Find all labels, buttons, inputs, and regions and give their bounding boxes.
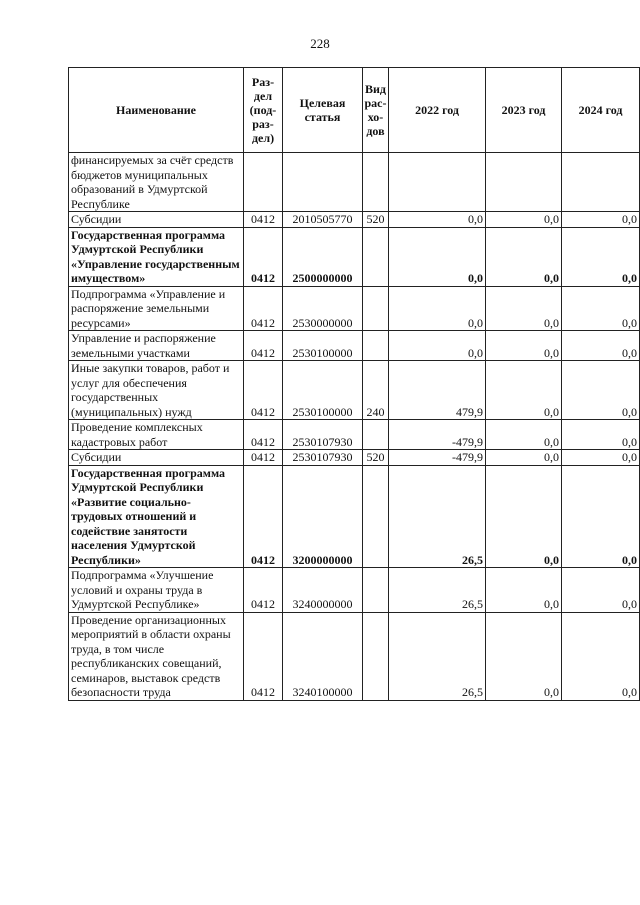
cell-2024: 0,0 xyxy=(562,568,640,613)
cell-2024: 0,0 xyxy=(562,331,640,361)
cell-2024: 0,0 xyxy=(562,227,640,286)
cell-expense xyxy=(363,227,389,286)
table-row xyxy=(69,286,640,331)
cell-expense xyxy=(363,331,389,361)
cell-target: 2530100000 xyxy=(283,331,363,361)
table-header-row xyxy=(69,68,640,153)
header-2023: 2023 год xyxy=(486,68,562,153)
cell-2024: 0,0 xyxy=(562,450,640,466)
cell-2022: 0,0 xyxy=(389,331,486,361)
cell-expense: 520 xyxy=(363,212,389,228)
cell-target: 2530107930 xyxy=(283,450,363,466)
table-row xyxy=(69,568,640,613)
cell-name: Управление и распоряжение земельными участками xyxy=(69,331,244,361)
cell-section: 0412 xyxy=(244,450,283,466)
cell-name: Государственная программа Удмуртской Республики «Развитие социально-трудовых отношений и содействие занятости населения Удмуртской Республики» xyxy=(69,465,244,568)
budget-table xyxy=(68,67,640,701)
cell-2022: 0,0 xyxy=(389,227,486,286)
table-row xyxy=(69,361,640,420)
cell-2023: 0,0 xyxy=(486,420,562,450)
cell-section: 0412 xyxy=(244,227,283,286)
cell-2024: 0,0 xyxy=(562,212,640,228)
cell-section: 0412 xyxy=(244,465,283,568)
cell-section xyxy=(244,153,283,212)
cell-2022: 26,5 xyxy=(389,568,486,613)
cell-expense: 520 xyxy=(363,450,389,466)
cell-2022: 26,5 xyxy=(389,465,486,568)
table-row xyxy=(69,612,640,700)
cell-section: 0412 xyxy=(244,331,283,361)
table-row xyxy=(69,450,640,466)
cell-name: Проведение комплексных кадастровых работ xyxy=(69,420,244,450)
cell-target: 2530100000 xyxy=(283,361,363,420)
page-number: 228 xyxy=(310,36,330,51)
cell-2023 xyxy=(486,153,562,212)
cell-2023: 0,0 xyxy=(486,227,562,286)
table-row xyxy=(69,331,640,361)
cell-name: Субсидии xyxy=(69,450,244,466)
table-row xyxy=(69,212,640,228)
cell-expense xyxy=(363,568,389,613)
cell-2023: 0,0 xyxy=(486,465,562,568)
cell-2022: 26,5 xyxy=(389,612,486,700)
cell-name: Проведение организационных мероприятий в области охраны труда, в том числе республиканских совещаний, семинаров, выставок средств безопасности труда xyxy=(69,612,244,700)
cell-section: 0412 xyxy=(244,568,283,613)
cell-2023: 0,0 xyxy=(486,450,562,466)
cell-2022 xyxy=(389,153,486,212)
cell-name: Подпрограмма «Управление и распоряжение земельными ресурсами» xyxy=(69,286,244,331)
cell-2024: 0,0 xyxy=(562,612,640,700)
header-name: Наименование xyxy=(69,68,244,153)
cell-expense xyxy=(363,612,389,700)
cell-2023: 0,0 xyxy=(486,612,562,700)
cell-section: 0412 xyxy=(244,420,283,450)
cell-section: 0412 xyxy=(244,212,283,228)
cell-expense xyxy=(363,153,389,212)
cell-name: Субсидии xyxy=(69,212,244,228)
cell-target: 3240100000 xyxy=(283,612,363,700)
cell-target: 2530000000 xyxy=(283,286,363,331)
cell-expense xyxy=(363,420,389,450)
cell-2024: 0,0 xyxy=(562,465,640,568)
table-row xyxy=(69,420,640,450)
cell-expense xyxy=(363,465,389,568)
cell-2023: 0,0 xyxy=(486,286,562,331)
cell-target: 2010505770 xyxy=(283,212,363,228)
cell-target: 2530107930 xyxy=(283,420,363,450)
header-2024: 2024 год xyxy=(562,68,640,153)
table-row xyxy=(69,153,640,212)
cell-section: 0412 xyxy=(244,612,283,700)
cell-2022: 0,0 xyxy=(389,212,486,228)
table-row xyxy=(69,465,640,568)
cell-2024 xyxy=(562,153,640,212)
cell-2023: 0,0 xyxy=(486,361,562,420)
cell-target xyxy=(283,153,363,212)
cell-2022: 479,9 xyxy=(389,361,486,420)
cell-2023: 0,0 xyxy=(486,568,562,613)
header-section: Раз-дел (под-раз-дел) xyxy=(244,68,283,153)
cell-2024: 0,0 xyxy=(562,420,640,450)
cell-name: Иные закупки товаров, работ и услуг для обеспечения государственных (муниципальных) нужд xyxy=(69,361,244,420)
header-2022: 2022 год xyxy=(389,68,486,153)
header-target: Целевая статья xyxy=(283,68,363,153)
cell-2022: -479,9 xyxy=(389,450,486,466)
cell-2023: 0,0 xyxy=(486,212,562,228)
cell-2022: -479,9 xyxy=(389,420,486,450)
cell-section: 0412 xyxy=(244,286,283,331)
cell-expense xyxy=(363,286,389,331)
cell-name: Подпрограмма «Улучшение условий и охраны труда в Удмуртской Республике» xyxy=(69,568,244,613)
cell-name: финансируемых за счёт средств бюджетов муниципальных образований в Удмуртской Республике xyxy=(69,153,244,212)
header-expense: Вид рас-хо-дов xyxy=(363,68,389,153)
cell-name: Государственная программа Удмуртской Республики «Управление государственным имуществом» xyxy=(69,227,244,286)
cell-target: 3240000000 xyxy=(283,568,363,613)
table-row xyxy=(69,227,640,286)
table-body xyxy=(69,153,640,701)
cell-2024: 0,0 xyxy=(562,286,640,331)
cell-section: 0412 xyxy=(244,361,283,420)
cell-2023: 0,0 xyxy=(486,331,562,361)
cell-target: 2500000000 xyxy=(283,227,363,286)
cell-target: 3200000000 xyxy=(283,465,363,568)
cell-2024: 0,0 xyxy=(562,361,640,420)
cell-expense: 240 xyxy=(363,361,389,420)
cell-2022: 0,0 xyxy=(389,286,486,331)
